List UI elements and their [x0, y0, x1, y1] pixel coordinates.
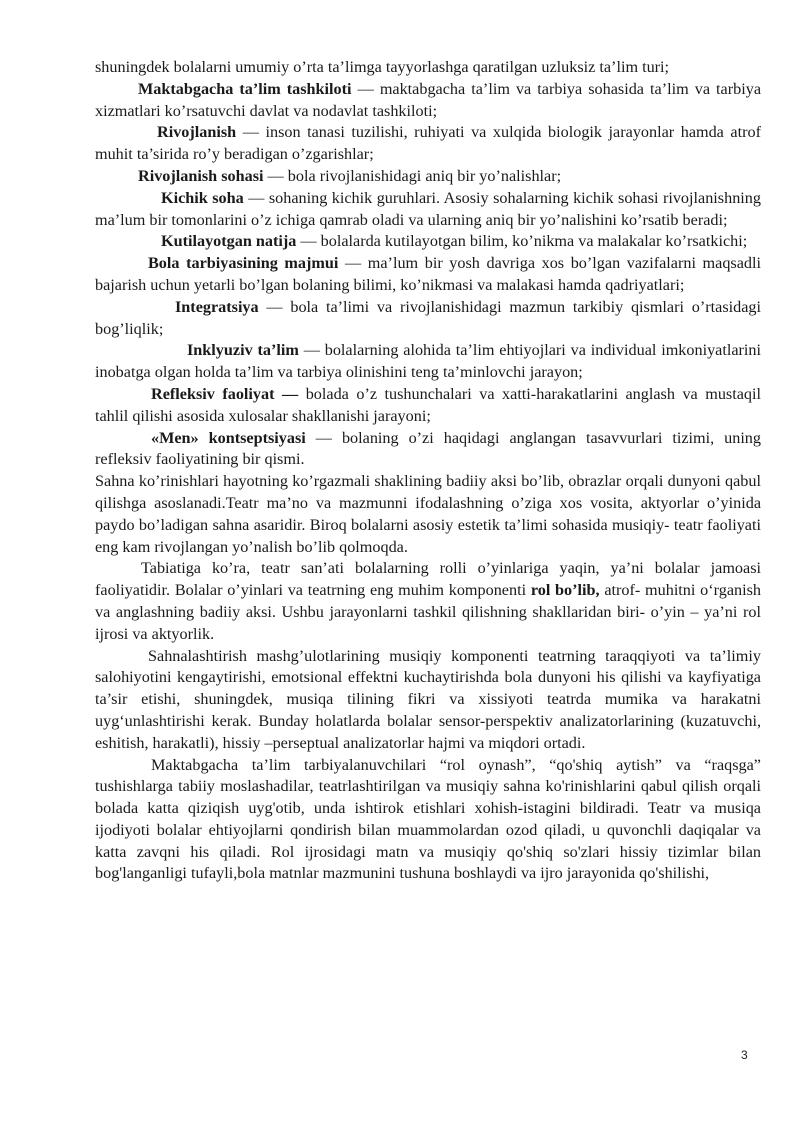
definition-term: Refleksiv faoliyat —	[151, 384, 299, 403]
paragraph-text: Maktabgacha ta’lim tarbiyalanuvchilari “rol oynash”, “qo'shiq aytish” va “raqsga” tushishlarga tabiiy moslashadilar, teatrlashtirilgan va musiqiy sahna ko'rinishlarini qabul qilish orqali bolada katta qiziqish uyg'otib, unda ishtirok etishlari xohish-istagini bildiradi. Teatr va musiqa ijodiyoti bolalar ehtiyojlarni qondirish bilan muammolardan ozod qiladi, u quvonchli daqiqalar va katta zavqni his qiladi. Rol ijrosidagi matn va musiqiy qo'shiq so'zlari hissiy tizimlar bilan bog'langanligi tufayli,bola matnlar mazmunini tushuna boshlaydi va ijro jarayonida qo'shilishi,	[95, 755, 761, 883]
definition-text: — inson tanasi tuzilishi, ruhiyati va xulqida biologik jarayonlar hamda atrof muhit ta’sirida ro’y beradigan o’zgarishlar;	[95, 123, 761, 164]
paragraph-text: atrof- muhitni o‘rganish va anglashning badiiy aksi. Ushbu jarayonlarni tashkil qilishning shakllaridan biri- o’yin – ya’ni rol ijrosi va aktyorlik.	[95, 581, 761, 643]
definition-men-kontseptsiyasi	[95, 428, 761, 472]
definition-term: Maktabgacha ta’lim tashkiloti	[138, 79, 352, 98]
definition-term: Integratsiya	[175, 297, 259, 316]
definition-term: Rivojlanish sohasi	[138, 166, 264, 185]
definition-inklyuziv-talim	[95, 340, 761, 384]
page-body	[95, 57, 761, 885]
definition-kutilayotgan-natija	[95, 231, 761, 253]
definition-bola-tarbiyasining-majmui	[95, 253, 761, 297]
definition-refleksiv-faoliyat	[95, 384, 761, 428]
definition-term: Inklyuziv ta’lim	[187, 341, 299, 360]
page-number: 3	[741, 1048, 748, 1062]
body-paragraph-sahna	[95, 471, 761, 558]
definition-rivojlanish	[95, 122, 761, 166]
definition-text: — sohaning kichik guruhlari. Asosiy sohalarning kichik sohasi rivojlanishning ma’lum bir tomonlarini o’z ichiga qamrab oladi va ularning aniq bir yo’nalishini ko’rsatib beradi;	[95, 188, 761, 229]
definition-kichik-soha	[95, 188, 761, 232]
definition-text: — bolalarda kutilayotgan bilim, ko’nikma va malakalar ko’rsatkichi;	[296, 232, 748, 251]
paragraph-text: Sahna ko’rinishlari hayotning ko’rgazmali shaklining badiiy aksi bo’lib, obrazlar orqali dunyoni qabul qilishga asoslanadi.Teatr ma’no va mazmunni ifodalashning o’ziga xos vosita, aktyorlar o’yinida paydo bo’ladigan sahna asaridir. Biroq bolalarni asosiy estetik ta’limi sohasida musiqiy- teatr faoliyati eng kam rivojlangan yo’nalish bo’lib qolmoqda.	[95, 472, 761, 556]
definition-text: — bolalarning alohida ta’lim ehtiyojlari va individual imkoniyatlarini inobatga olgan holda ta’lim va tarbiya olinishini teng ta’minlovchi jarayon;	[95, 341, 762, 382]
body-paragraph-maktabgacha	[95, 755, 761, 886]
body-paragraph-sahnalashtirish	[95, 646, 761, 755]
definition-rivojlanish-sohasi	[95, 166, 761, 188]
emphasis-text: rol bo’lib,	[530, 581, 600, 600]
definition-text: — bola rivojlanishidagi aniq bir yo’nalishlar;	[263, 166, 562, 185]
definition-term: Bola tarbiyasining majmui	[148, 254, 339, 273]
definition-text: — ma’lum bir yosh davriga xos bo’lgan vazifalarni maqsadli bajarish uchun yetarli bo’lgan bolaning bilimi, ko’nikmasi va malakasi hamda qadriyatlari;	[95, 254, 762, 294]
definition-text: — bolaning o’zi haqidagi anglangan tasavvurlari tizimi, uning refleksiv faoliyatining bir qismi.	[95, 428, 761, 469]
definition-term: Kichik soha	[161, 188, 244, 207]
paragraph-continuation	[95, 57, 761, 79]
definition-text: bolada o’z tushunchalari va xatti-harakatlarini anglash va mustaqil tahlil qilishi asosida xulosalar shakllanishi jarayoni;	[95, 384, 761, 425]
definition-maktabgacha-talim-tashkiloti	[95, 79, 761, 123]
paragraph-text: Tabiatiga ko’ra, teatr san’ati bolalarning rolli o’yinlariga yaqin, ya’ni bolalar jamoasi faoliyatidir. Bolalar o’yinlari va teatrning eng muhim komponenti	[95, 559, 761, 600]
definition-term: Rivojlanish	[157, 123, 237, 142]
definition-integratsiya	[95, 297, 761, 341]
definition-text: — maktabgacha ta’lim va tarbiya sohasida ta’lim va tarbiya xizmatlari ko’rsatuvchi davlat va nodavlat tashkiloti;	[95, 79, 761, 120]
definition-text: — bola ta’limi va rivojlanishidagi mazmun tarkibiy qismlari o’rtasidagi bog’liqlik;	[95, 297, 761, 338]
definition-term: «Men» kontseptsiyasi	[151, 428, 306, 447]
body-paragraph-tabiatiga	[95, 558, 761, 645]
paragraph-text: shuningdek bolalarni umumiy o’rta ta’limga tayyorlashga qaratilgan uzluksiz ta’lim turi;	[95, 58, 670, 76]
paragraph-text: Sahnalashtirish mashg’ulotlarining musiqiy komponenti teatrning taraqqiyoti va ta’limiy salohiyotini kengaytirishi, emotsional effektni kuchaytirishda bola dunyoni his qilishi va kayfiyatiga ta’sir etishi, shuningdek, musiqa tilining fikri va xissiyoti teatrda mumika va harakatni uyg‘unlashtirishi kerak. Bunday holatlarda bolalar sensor-perspektiv analizatorlarining (kuzatuvchi, eshitish, harakatli), hissiy –perseptual analizatorlar hajmi va miqdori ortadi.	[95, 646, 761, 752]
definition-term: Kutilayotgan natija	[161, 232, 297, 251]
